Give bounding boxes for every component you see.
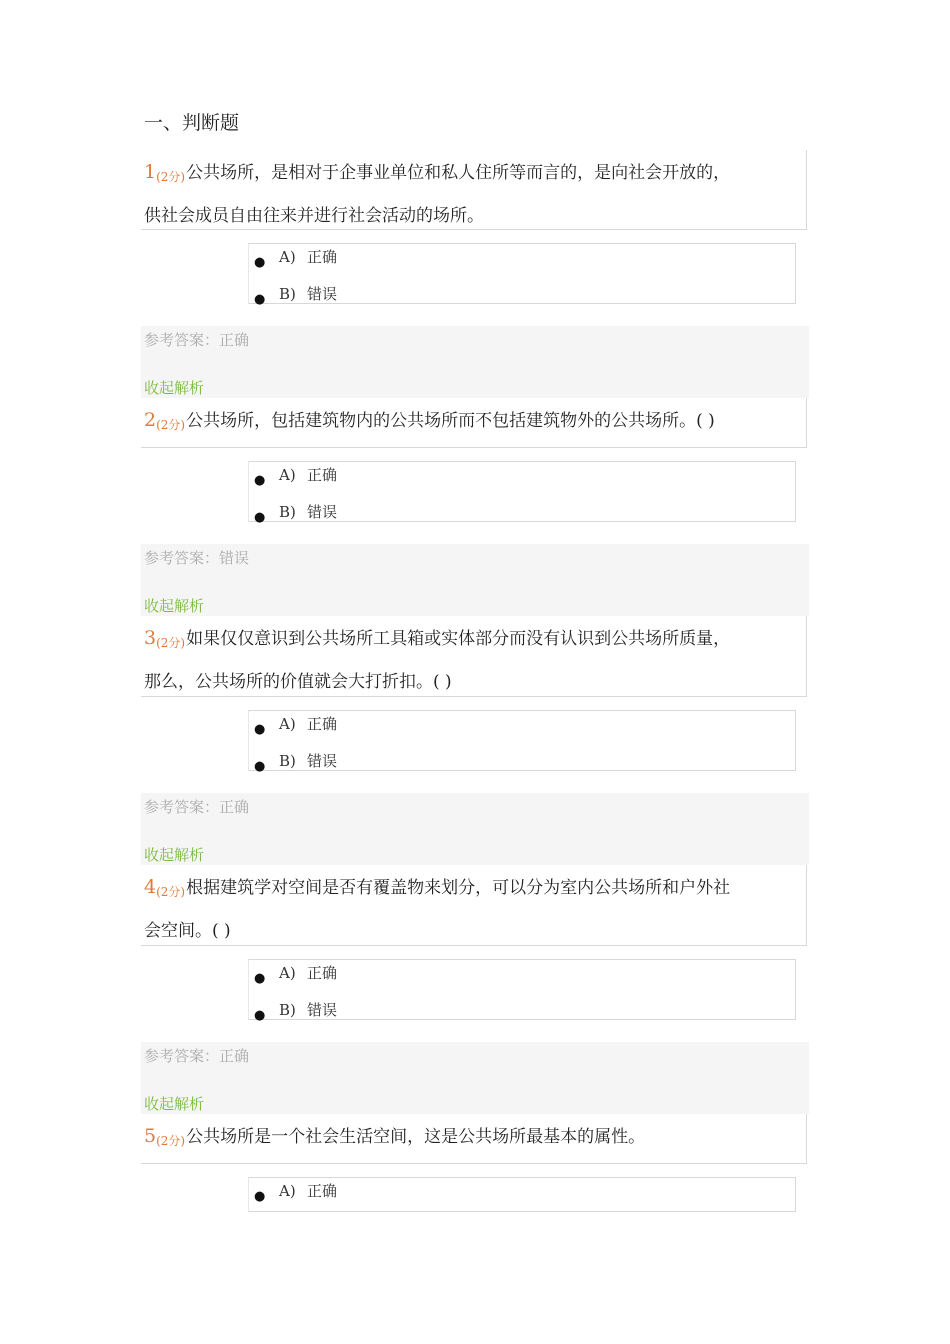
answer-value: 正确 xyxy=(219,798,250,816)
question-score: (2分) xyxy=(156,636,186,650)
question-score: (2分) xyxy=(156,170,186,184)
question-line xyxy=(144,1114,806,1158)
options-5 xyxy=(248,1177,796,1212)
question-text: 公共场所是一个社会生活空间，这是公共场所最基本的属性。 xyxy=(186,1127,646,1147)
question-text-cont: 那么，公共场所的价值就会大打折扣。( ) xyxy=(144,672,452,692)
collapse-analysis-link[interactable]: 收起解析 xyxy=(144,846,205,864)
option-b[interactable] xyxy=(249,281,795,318)
option-a[interactable] xyxy=(249,711,795,748)
collapse-analysis-link[interactable]: 收起解析 xyxy=(144,1095,205,1113)
option-text: 错误 xyxy=(307,752,338,770)
collapse-analysis-link[interactable]: 收起解析 xyxy=(144,379,205,397)
option-text: 错误 xyxy=(307,285,338,303)
reference-answer: 参考答案：正确 xyxy=(144,798,250,816)
options-3 xyxy=(248,710,796,774)
option-letter: A) xyxy=(279,248,296,266)
option-letter: B) xyxy=(279,285,296,303)
option-text: 错误 xyxy=(307,1001,338,1019)
option-b[interactable] xyxy=(249,997,795,1034)
option-text: 正确 xyxy=(307,964,338,982)
question-3 xyxy=(141,616,807,697)
section-title: 一、判断题 xyxy=(144,112,240,134)
question-score: (2分) xyxy=(156,885,186,899)
option-a[interactable] xyxy=(249,1178,795,1215)
option-letter: B) xyxy=(279,503,296,521)
question-number: 1 xyxy=(144,161,157,183)
question-text: 公共场所，包括建筑物内的公共场所而不包括建筑物外的公共场所。( ) xyxy=(186,411,715,431)
option-a[interactable] xyxy=(249,960,795,997)
reference-answer: 参考答案：正确 xyxy=(144,331,250,349)
option-letter: A) xyxy=(279,1182,296,1200)
question-line xyxy=(144,865,806,909)
option-letter: A) xyxy=(279,964,296,982)
question-text: 如果仅仅意识到公共场所工具箱或实体部分而没有认识到公共场所质量， xyxy=(186,629,731,649)
question-number: 4 xyxy=(144,876,157,898)
question-text: 根据建筑学对空间是否有覆盖物来划分，可以分为室内公共场所和户外社 xyxy=(186,878,731,898)
question-score: (2分) xyxy=(156,418,186,432)
answer-value: 错误 xyxy=(219,549,250,567)
option-text: 正确 xyxy=(307,1182,338,1200)
bullet-icon: ● xyxy=(254,1189,266,1204)
option-letter: A) xyxy=(279,466,296,484)
answer-panel-2 xyxy=(141,544,809,616)
question-number: 5 xyxy=(144,1125,157,1147)
option-letter: B) xyxy=(279,1001,296,1019)
answer-panel-4 xyxy=(141,1042,809,1114)
bullet-icon: ● xyxy=(254,971,266,986)
collapse-analysis-link[interactable]: 收起解析 xyxy=(144,597,205,615)
question-text: 公共场所，是相对于企事业单位和私人住所等而言的，是向社会开放的， xyxy=(186,163,731,183)
option-b[interactable] xyxy=(249,748,795,785)
question-line xyxy=(144,616,806,660)
question-5 xyxy=(141,1114,807,1164)
option-letter: A) xyxy=(279,715,296,733)
answer-value: 正确 xyxy=(219,1047,250,1065)
bullet-icon: ● xyxy=(254,1008,266,1023)
bullet-icon: ● xyxy=(254,510,266,525)
option-a[interactable] xyxy=(249,244,795,281)
question-number: 2 xyxy=(144,409,157,431)
question-line xyxy=(144,150,806,194)
bullet-icon: ● xyxy=(254,722,266,737)
question-2 xyxy=(141,398,807,448)
question-text-cont: 会空间。( ) xyxy=(144,921,231,941)
question-4 xyxy=(141,865,807,946)
question-1 xyxy=(141,150,807,230)
options-4 xyxy=(248,959,796,1023)
question-line xyxy=(144,398,806,442)
bullet-icon: ● xyxy=(254,255,266,270)
bullet-icon: ● xyxy=(254,759,266,774)
option-a[interactable] xyxy=(249,462,795,499)
options-2 xyxy=(248,461,796,525)
question-score: (2分) xyxy=(156,1134,186,1148)
option-text: 正确 xyxy=(307,248,338,266)
options-1 xyxy=(248,243,796,307)
question-text-cont: 供社会成员自由往来并进行社会活动的场所。 xyxy=(144,206,484,226)
answer-value: 正确 xyxy=(219,331,250,349)
question-number: 3 xyxy=(144,627,157,649)
bullet-icon: ● xyxy=(254,292,266,307)
option-text: 正确 xyxy=(307,466,338,484)
option-letter: B) xyxy=(279,752,296,770)
option-text: 正确 xyxy=(307,715,338,733)
reference-answer: 参考答案：错误 xyxy=(144,549,250,567)
bullet-icon: ● xyxy=(254,473,266,488)
option-b[interactable] xyxy=(249,499,795,536)
reference-answer: 参考答案：正确 xyxy=(144,1047,250,1065)
option-text: 错误 xyxy=(307,503,338,521)
answer-panel-1 xyxy=(141,326,809,398)
answer-panel-3 xyxy=(141,793,809,865)
